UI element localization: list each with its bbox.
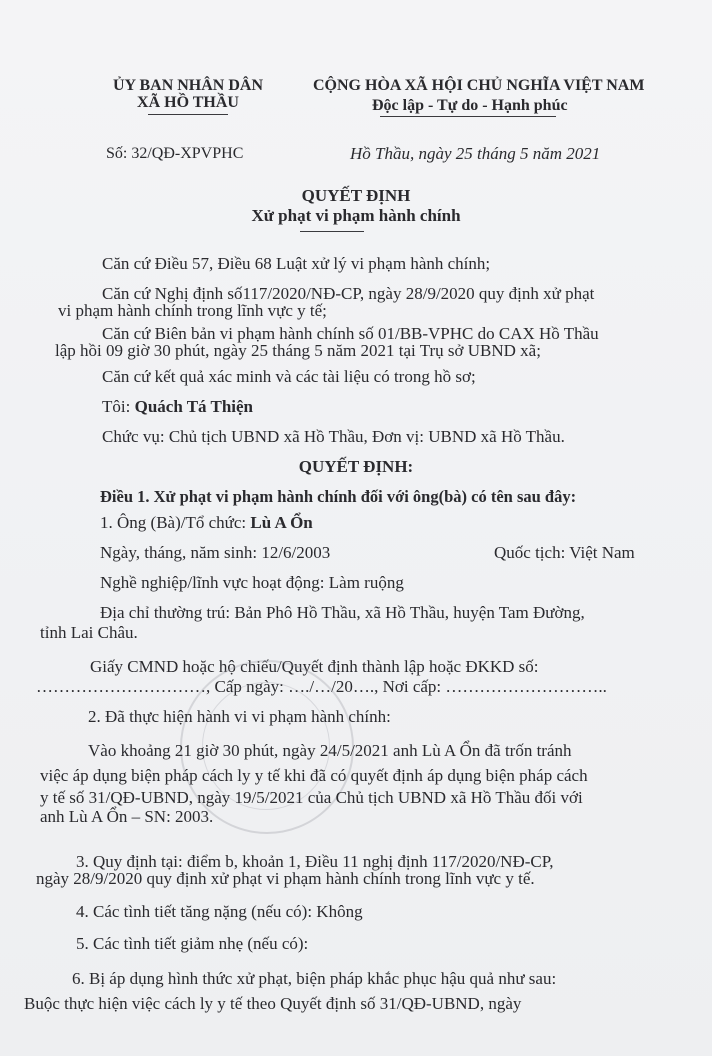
regulation-line-2: ngày 28/9/2020 quy định xử phạt vi phạm hành chính trong lĩnh vực y tế.	[36, 869, 535, 888]
decision-heading: QUYẾT ĐỊNH:	[298, 457, 414, 476]
regulation-line-1: 3. Quy định tại: điểm b, khoản 1, Điều 11 nghị định 117/2020/NĐ-CP,	[76, 852, 554, 871]
address-line-2: tỉnh Lai Châu.	[40, 623, 138, 642]
address-line-1: Địa chỉ thường trú: Bản Phô Hồ Thầu, xã Hồ Thầu, huyện Tam Đường,	[100, 603, 585, 622]
issuer-line2: XÃ HỒ THẦU	[137, 94, 239, 111]
signer-position: Chức vụ: Chủ tịch UBND xã Hồ Thầu, Đơn vị: UBND xã Hồ Thầu.	[102, 427, 565, 446]
basis-line-4: Căn cứ Biên bản vi phạm hành chính số 01/BB-VPHC do CAX Hồ Thầu	[102, 324, 599, 343]
basis-line-5: lập hồi 09 giờ 30 phút, ngày 25 tháng 5 năm 2021 tại Trụ sở UBND xã;	[55, 341, 541, 360]
motto-underline	[380, 116, 556, 117]
mitigating-factors: 5. Các tình tiết giảm nhẹ (nếu có):	[76, 934, 309, 953]
id-line-1: Giấy CMND hoặc hộ chiếu/Quyết định thành lập hoặc ĐKKD số:	[90, 657, 539, 676]
occupation: Nghề nghiệp/lĩnh vực hoạt động: Làm ruộng	[100, 573, 404, 592]
penalty-line-1: 6. Bị áp dụng hình thức xử phạt, biện pháp khắc phục hậu quả như sau:	[72, 969, 557, 988]
violation-line-1: Vào khoảng 21 giờ 30 phút, ngày 24/5/2021 anh Lù A Ổn đã trốn tránh	[88, 741, 572, 760]
national-motto: Độc lập - Tự do - Hạnh phúc	[372, 97, 568, 114]
article-1-heading: Điều 1. Xử phạt vi phạm hành chính đối với ông(bà) có tên sau đây:	[100, 487, 577, 506]
basis-line-2: Căn cứ Nghị định số117/2020/NĐ-CP, ngày 28/9/2020 quy định xử phạt	[102, 284, 595, 303]
subtitle-underline	[300, 231, 364, 232]
national-title: CỘNG HÒA XÃ HỘI CHỦ NGHĨA VIỆT NAM	[313, 77, 645, 94]
violation-line-4: anh Lù A Ổn – SN: 2003.	[40, 807, 214, 826]
document-number: Số: 32/QĐ-XPVPHC	[106, 145, 244, 162]
violator-name: Lù A Ổn	[250, 513, 313, 532]
violator-line	[100, 513, 313, 533]
basis-line-6: Căn cứ kết quả xác minh và các tài liệu có trong hồ sơ;	[102, 367, 476, 386]
basis-line-1: Căn cứ Điều 57, Điều 68 Luật xử lý vi phạm hành chính;	[102, 254, 491, 273]
issuer-line1: ỦY BAN NHÂN DÂN	[112, 77, 264, 94]
section-2-heading: 2. Đã thực hiện hành vi vi phạm hành chính:	[88, 707, 391, 726]
aggravating-factors: 4. Các tình tiết tăng nặng (nếu có): Không	[76, 902, 363, 921]
signer-line	[102, 397, 253, 417]
violation-line-3: y tế số 31/QĐ-UBND, ngày 19/5/2021 của Chủ tịch UBND xã Hồ Thầu đối với	[40, 788, 583, 807]
violation-line-2: việc áp dụng biện pháp cách ly y tế khi đã có quyết định áp dụng biện pháp cách	[40, 766, 588, 785]
penalty-line-2: Buộc thực hiện việc cách ly y tế theo Quyết định số 31/QĐ-UBND, ngày	[24, 994, 522, 1013]
place-date: Hồ Thầu, ngày 25 tháng 5 năm 2021	[350, 144, 601, 163]
violator-label: 1. Ông (Bà)/Tổ chức:	[100, 513, 251, 532]
nationality: Quốc tịch: Việt Nam	[494, 543, 635, 562]
date-of-birth: Ngày, tháng, năm sinh: 12/6/2003	[100, 543, 331, 562]
document-title: QUYẾT ĐỊNH	[301, 186, 411, 205]
signer-label: Tôi:	[102, 397, 135, 416]
id-line-2: …………………………, Cấp ngày: …./…/20…., Nơi cấp: ………………………..	[36, 677, 607, 696]
basis-line-3: vi phạm hành chính trong lĩnh vực y tế;	[58, 301, 327, 320]
issuer-underline	[148, 114, 228, 115]
document-subtitle: Xử phạt vi phạm hành chính	[251, 206, 461, 225]
signer-name: Quách Tá Thiện	[134, 397, 254, 416]
